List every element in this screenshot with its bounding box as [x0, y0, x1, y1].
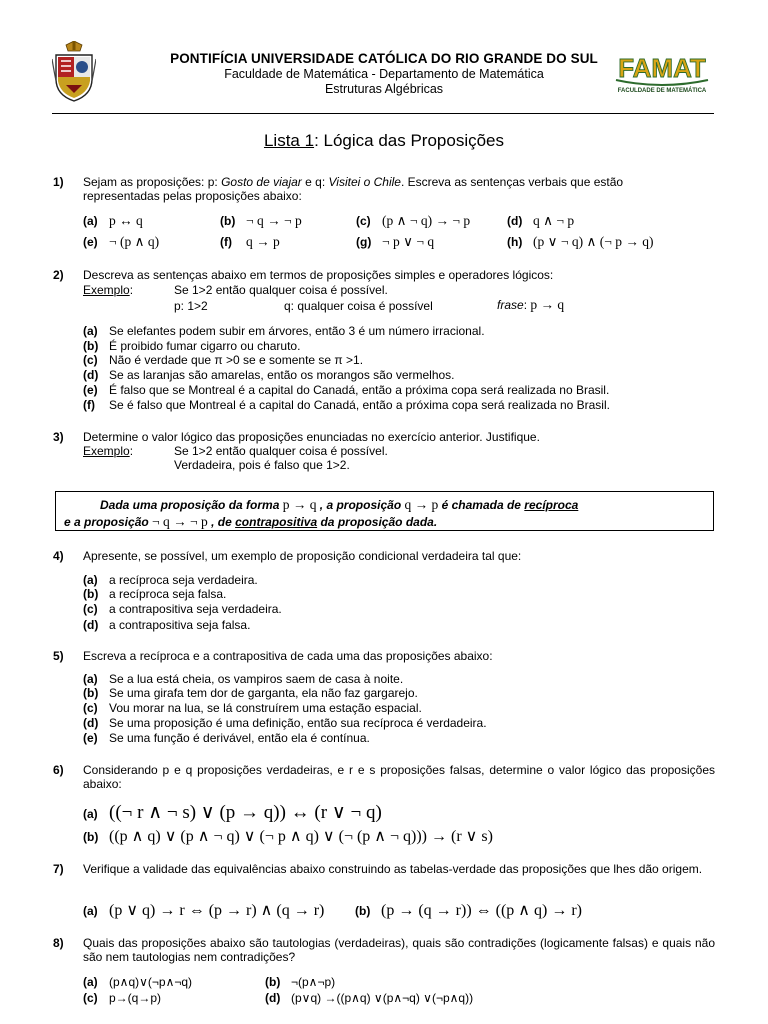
definition-line-2: e a proposição ¬ q → ¬ p , de contrapositiva da proposição dada. — [64, 514, 438, 529]
q2-example-q: q: qualquer coisa é possível — [284, 299, 433, 313]
q1-item-g: (g) ¬ p ∨ ¬ q — [356, 234, 435, 249]
question-number: 7) — [53, 862, 64, 876]
q1-item-b: (b) ¬ q → ¬ p — [220, 213, 302, 228]
question-5 — [53, 649, 715, 663]
question-1 — [53, 175, 715, 203]
q4-item-b: (b) a recíproca seja falsa. — [83, 587, 227, 601]
question-number: 3) — [53, 430, 64, 444]
question-text: Verifique a validade das equivalências abaixo construindo as tabelas-verdade das proposições que lhes dão origem. — [83, 862, 703, 876]
list-topic: : Lógica das Proposições — [314, 131, 505, 150]
question-number: 1) — [53, 175, 64, 189]
question-4 — [53, 549, 715, 563]
svg-text:FACULDADE DE MATEMÁTICA: FACULDADE DE MATEMÁTICA — [617, 88, 707, 94]
q2-item-b: (b) É proibido fumar cigarro ou charuto. — [83, 339, 301, 353]
q5-item-b: (b) Se uma girafa tem dor de garganta, ela não faz gargarejo. — [83, 686, 418, 700]
q4-item-d: (d) a contrapositiva seja falsa. — [83, 618, 251, 632]
q1-item-h: (h) (p ∨ ¬ q) ∧ (¬ p → q) — [507, 234, 654, 249]
page-title — [0, 131, 768, 151]
q7-item-a: (a) (p ∨ q) → r ⇔ (p → r) ∧ (q → r) — [83, 902, 325, 919]
q2-item-a: (a) Se elefantes podem subir em árvores, então 3 é um número irracional. — [83, 324, 485, 338]
q2-item-e: (e) É falso que se Montreal é a capital do Canadá, então a próxima copa será realizada no Brasil. — [83, 383, 610, 397]
q2-item-f: (f) Se é falso que Montreal é a capital do Canadá, então a próxima copa será realizada no Brasil. — [83, 398, 610, 412]
course-name: Estruturas Algébricas — [324, 82, 444, 96]
q8-item-d: (d) (p∨q) →((p∧q) ∨(p∧¬q) ∨(¬p∧q)) — [265, 991, 474, 1005]
faculty-name: Faculdade de Matemática - Departamento de Matemática — [224, 67, 544, 81]
q3-example-sentence: Se 1>2 então qualquer coisa é possível. — [174, 444, 388, 458]
q2-example-sentence: Se 1>2 então qualquer coisa é possível. — [174, 283, 388, 297]
question-3 — [53, 430, 715, 444]
question-text: Apresente, se possível, um exemplo de proposição condicional verdadeira tal que: — [83, 549, 522, 563]
question-text: Escreva a recíproca e a contrapositiva de cada uma das proposições abaixo: — [83, 649, 493, 663]
svg-text:FAMAT: FAMAT — [618, 53, 706, 83]
q7-item-b: (b) (p → (q → r)) ⇔ ((p ∧ q) → r) — [355, 902, 582, 919]
definition-line-1: Dada uma proposição da forma p → q , a proposição q → p é chamada de recíproca — [100, 497, 579, 512]
q1-item-a: (a) p ↔ q — [83, 213, 143, 228]
q1-item-f: (f) q → p — [220, 234, 280, 249]
q6-item-b: (b) ((p ∧ q) ∨ (p ∧ ¬ q) ∨ (¬ p ∧ q) ∨ (¬ (p ∧ ¬ q))) → (r ∨ s) — [83, 828, 493, 845]
q5-item-a: (a) Se a lua está cheia, os vampiros saem de casa à noite. — [83, 672, 404, 686]
question-2 — [53, 268, 715, 282]
q8-item-b: (b) ¬(p∧¬p) — [265, 975, 336, 989]
q5-item-c: (c) Vou morar na lua, se lá construírem uma estação espacial. — [83, 701, 422, 715]
header-divider — [52, 113, 714, 114]
q2-example-frase: frase: p → q — [497, 297, 565, 312]
q2-item-d: (d) Se as laranjas são amarelas, então os morangos são vermelhos. — [83, 368, 455, 382]
q1-item-e: (e) ¬ (p ∧ q) — [83, 234, 160, 249]
question-text: Determine o valor lógico das proposições enunciadas no exercício anterior. Justifique. — [83, 430, 540, 444]
q3-example: Exemplo: — [83, 444, 134, 458]
question-6 — [53, 763, 715, 791]
question-number: 8) — [53, 936, 64, 950]
q5-item-d: (d) Se uma proposição é uma definição, então sua recíproca é verdadeira. — [83, 716, 487, 730]
question-text: Considerando p e q proposições verdadeiras, e r e s proposições falsas, determine o valor lógico das proposições abaixo: — [83, 763, 715, 791]
q8-item-a: (a) (p∧q)∨(¬p∧¬q) — [83, 975, 193, 989]
q4-item-a: (a) a recíproca seja verdadeira. — [83, 573, 258, 587]
q2-example: Exemplo: — [83, 283, 134, 297]
question-7 — [53, 862, 715, 876]
q2-item-c: (c) Não é verdade que π >0 se e somente se π >1. — [83, 353, 364, 367]
q6-item-a: (a) ((¬ r ∧ ¬ s) ∨ (p → q)) ↔ (r ∨ ¬ q) — [83, 802, 382, 823]
question-number: 2) — [53, 268, 64, 282]
q2-example-p: p: 1>2 — [174, 299, 208, 313]
q1-item-c: (c) (p ∧ ¬ q) → ¬ p — [356, 213, 471, 228]
question-number: 6) — [53, 763, 64, 777]
q5-item-e: (e) Se uma função é derivável, então ela é contínua. — [83, 731, 370, 745]
list-number: Lista 1 — [263, 131, 315, 150]
question-text: Quais das proposições abaixo são tautologias (verdadeiras), quais são contradições (logicamente falsas) e quais não são nem tautologias nem contradições? — [83, 936, 715, 964]
question-number: 5) — [53, 649, 64, 663]
question-8 — [53, 936, 715, 964]
q4-item-c: (c) a contrapositiva seja verdadeira. — [83, 602, 282, 616]
q3-example-answer: Verdadeira, pois é falso que 1>2. — [174, 458, 350, 472]
definition-box — [55, 491, 714, 531]
question-number: 4) — [53, 549, 64, 563]
question-text: Sejam as proposições: p: Gosto de viajar e q: Visitei o Chile. Escreva as sentenças verbais que estão representadas pelas proposições abaixo: — [83, 175, 624, 203]
question-text: Descreva as sentenças abaixo em termos de proposições simples e operadores lógicos: — [83, 268, 554, 282]
q1-item-d: (d) q ∧ ¬ p — [507, 213, 575, 228]
institution-name: PONTIFÍCIA UNIVERSIDADE CATÓLICA DO RIO GRANDE DO SUL — [170, 51, 598, 66]
q8-item-c: (c) p→(q→p) — [83, 991, 162, 1005]
